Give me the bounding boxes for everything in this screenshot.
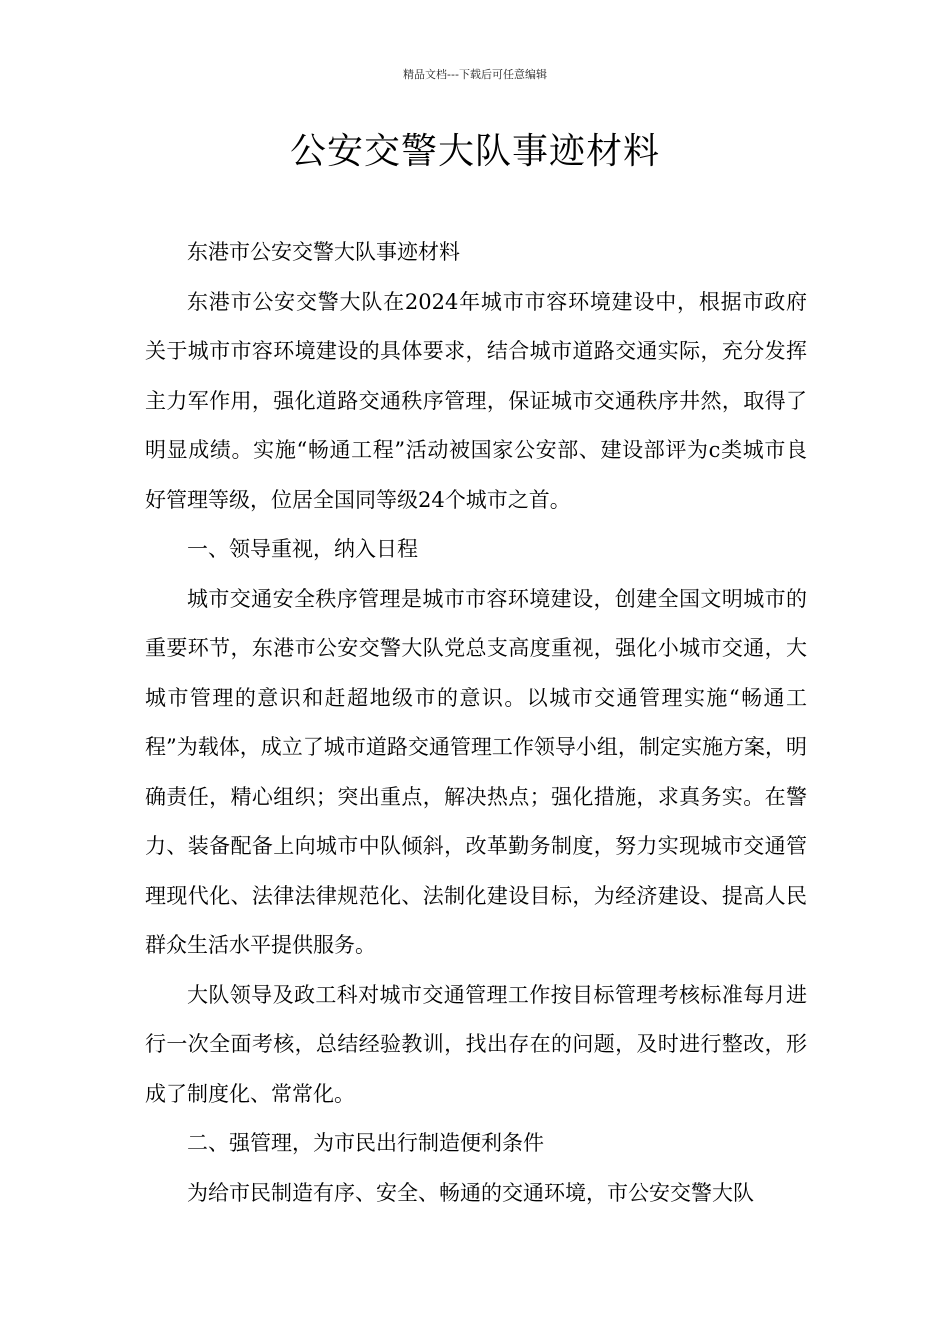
paragraph-section-1a: 城市交通安全秩序管理是城市市容环境建设，创建全国文明城市的重要环节，东港市公安交警大队党总支高度重视，强化小城市交通，大城市管理的意识和赶超地级市的意识。以城市交通管理实施“畅通工程”为载体，成立了城市道路交通管理工作领导小组，制定实施方案，明确责任，精心组织；突出重点，解决热点；强化措施，求真务实。在警力、装备配备上向城市中队倾斜，改革勤务制度，努力实现城市交通管理现代化、法律法律规范化、法制化建设目标，为经济建设、提高人民群众生活水平提供服务。 — [145, 586, 807, 957]
document-title: 公安交警大队事迹材料 — [289, 131, 660, 172]
paragraph-intro: 东港市公安交警大队在2024年城市市容环境建设中，根据市政府关于城市市容环境建设的具体要求，结合城市道路交通实际，充分发挥主力军作用，强化道路交通秩序管理，保证城市交通秩序井然，取得了明显成绩。实施“畅通工程”活动被国家公安部、建设部评为c类城市良好管理等级，位居全国同等级24个城市之首。 — [145, 289, 807, 512]
paragraph-subtitle: 东港市公安交警大队事迹材料 — [187, 240, 460, 264]
header-note: 精品文档---下载后可任意编辑 — [403, 68, 547, 81]
section-heading-1: 一、领导重视，纳入日程 — [187, 537, 418, 561]
paragraph-section-2a: 为给市民制造有序、安全、畅通的交通环境，市公安交警大队 — [187, 1180, 754, 1205]
document-body — [145, 228, 807, 1218]
paragraph-section-1b: 大队领导及政工科对城市交通管理工作按目标管理考核标准每月进行一次全面考核，总结经验教训，找出存在的问题，及时进行整改，形成了制度化、常常化。 — [145, 982, 807, 1106]
section-heading-2: 二、强管理，为市民出行制造便利条件 — [187, 1131, 544, 1155]
